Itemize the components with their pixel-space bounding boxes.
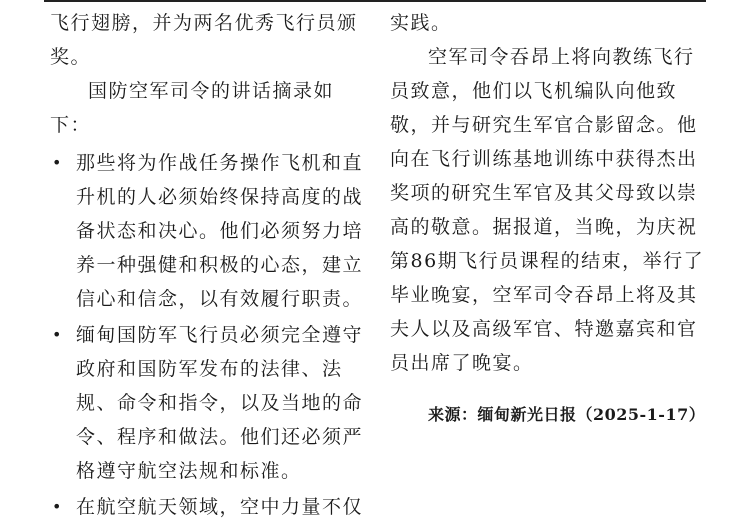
bullet-text: 那些将为作战任务操作飞机和直升机的人必须始终保持高度的战备状态和决心。他们必须努力培养一种强健和积极的心态，建立信心和信念，以有效履行职责。	[76, 152, 364, 310]
article-paragraph: 空军司令吞昂上将向教练飞行员致意，他们以飞机编队向他致敬，并与研究生军官合影留念。他向在飞行训练基地训练中获得杰出奖项的研究生军官及其父母致以崇高的敬意。据报道，当晚，为庆祝第86期飞行员课程的结束，举行了毕业晚宴，空军司令吞昂上将及其夫人以及高级军官、特邀嘉宾和官员出席了晚宴。	[390, 46, 705, 374]
speech-intro: 国防空军司令的讲话摘录如下：	[50, 80, 335, 136]
bullet-item	[50, 146, 372, 316]
source-citation: 来源：缅甸新光日报（2025-1-17）	[428, 405, 706, 424]
right-continuation-text: 实践。	[390, 12, 452, 34]
right-column	[390, 6, 708, 380]
left-column	[50, 6, 372, 526]
bullet-dot-icon: •	[52, 325, 63, 344]
top-rule	[44, 0, 706, 2]
left-continuation-text: 飞行翅膀，并为两名优秀飞行员颁奖。	[50, 12, 358, 68]
bullet-item	[50, 490, 372, 524]
bullet-dot-icon: •	[52, 497, 63, 516]
bullet-item	[50, 318, 372, 488]
bullet-text: 缅甸国防军飞行员必须完全遵守政府和国防军发布的法律、法规、命令和指令，以及当地的命令、程序和做法。他们还必须严格遵守航空法规和标准。	[76, 324, 364, 482]
bullet-text: 在航空航天领域，空中力量不仅	[76, 496, 364, 518]
bullet-dot-icon: •	[52, 153, 63, 172]
speech-bullet-list	[50, 146, 372, 524]
